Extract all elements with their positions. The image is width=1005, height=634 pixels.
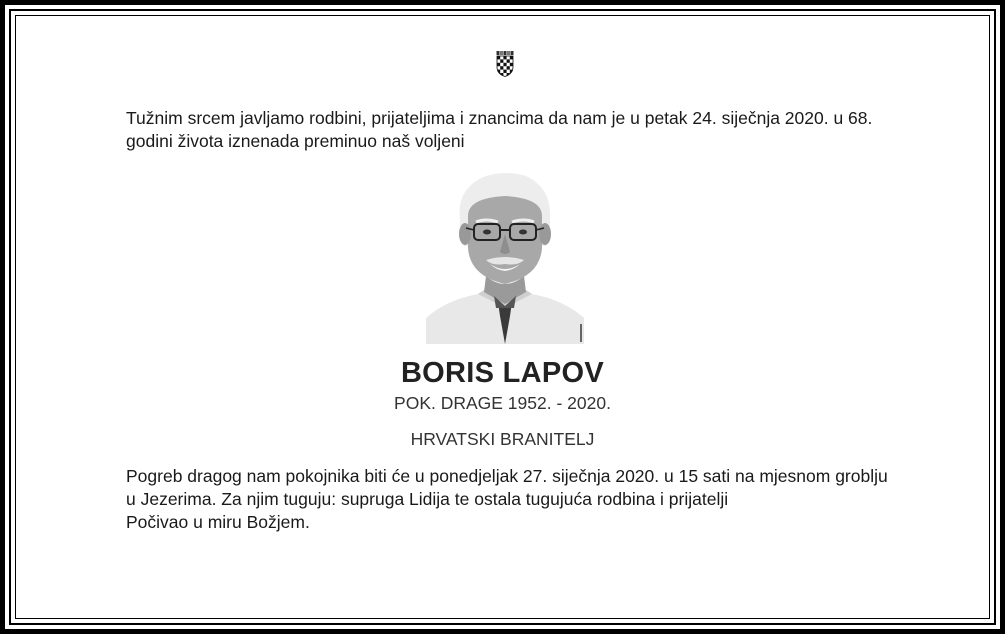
funeral-details [126, 465, 896, 534]
closing-blessing: Počivao u miru Božjem. [126, 512, 310, 532]
portrait-photo [426, 168, 584, 344]
deceased-name: BORIS LAPOV [400, 357, 605, 389]
honorific-role: HRVATSKI BRANITELJ [410, 429, 595, 449]
croatian-coat-of-arms-icon [496, 51, 514, 77]
funeral-text: Pogreb dragog nam pokojnika biti će u ponedjeljak 27. siječnja 2020. u 15 sati na mjesnom groblju u Jezerima. Za njim tuguju: supruga Lidija te ostala tugujuća rodbina i prijatelji [126, 466, 888, 509]
life-dates: POK. DRAGE 1952. - 2020. [394, 393, 611, 413]
intro-text: Tužnim srcem javljamo rodbini, prijateljima i znancima da nam je u petak 24. siječnja 2020. u 68. godini života iznenada preminuo naš voljeni [126, 108, 873, 151]
